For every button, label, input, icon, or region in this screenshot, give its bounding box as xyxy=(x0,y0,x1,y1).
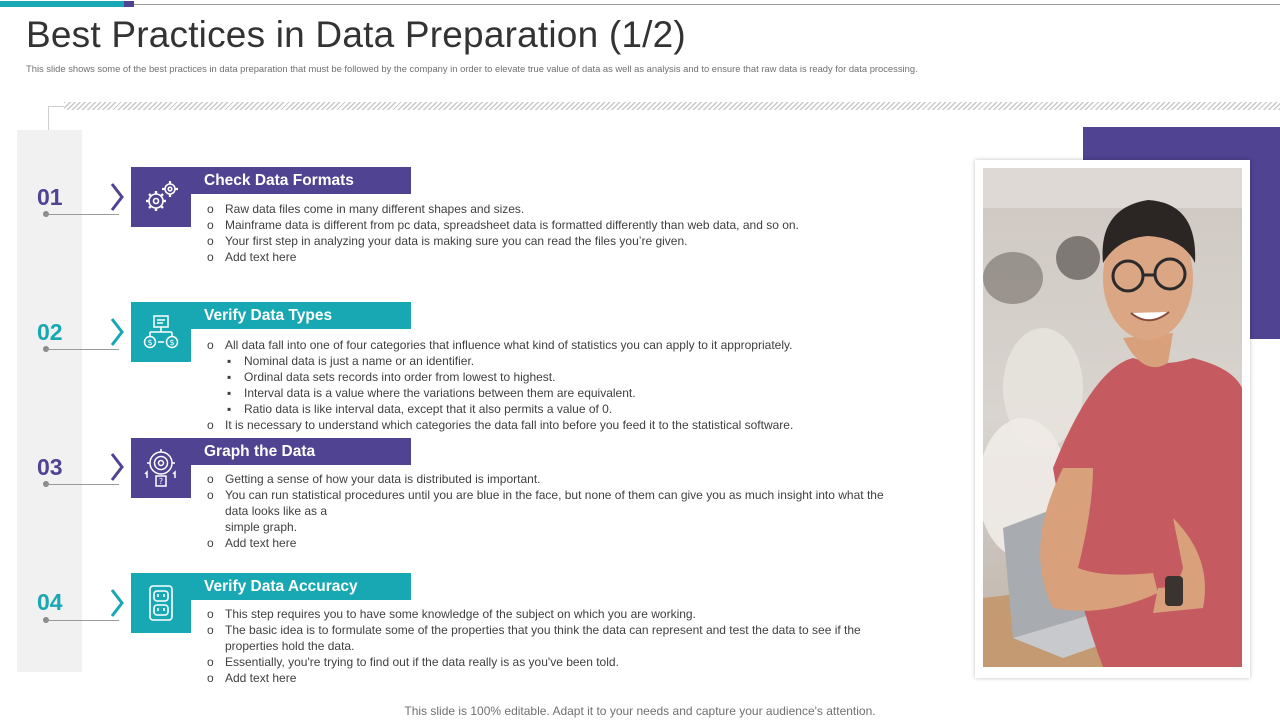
bullet-item: o Add text here xyxy=(207,249,799,265)
chevron-right-icon xyxy=(109,452,125,482)
section-bullets xyxy=(207,337,793,433)
top-rule xyxy=(0,4,1280,5)
section-heading: Verify Data Accuracy xyxy=(191,573,411,600)
bullet-item: o Mainframe data is different from pc data, spreadsheet data is formatted differently than web data, and so on. xyxy=(207,217,799,233)
sub-bullet-item: ▪ Interval data is a value where the variations between them are equivalent. xyxy=(207,385,793,401)
step-number: 02 xyxy=(37,319,63,345)
connector-line xyxy=(48,106,64,107)
step-line xyxy=(46,214,119,215)
bullet-item: o This step requires you to have some knowledge of the subject on which you are working. xyxy=(207,606,861,622)
step-number: 01 xyxy=(37,184,63,210)
person-photo xyxy=(983,168,1242,667)
bullet-item: o Add text here xyxy=(207,670,861,686)
step-line xyxy=(46,620,119,621)
bullet-continuation: simple graph. xyxy=(225,520,298,534)
step-line xyxy=(46,484,119,485)
svg-text:$: $ xyxy=(147,338,153,347)
page-subtitle: This slide shows some of the best practices in data preparation that must be followed by the company in order to elevate true value of data as well as analysis and to ensure that raw data is ready for data processing. xyxy=(26,63,918,74)
chevron-right-icon xyxy=(109,588,125,618)
section-bullets xyxy=(207,606,861,686)
sub-bullet-item: ▪ Ordinal data sets records into order from lowest to highest. xyxy=(207,369,793,385)
graph-target-icon xyxy=(131,438,191,498)
bullet-item: o Essentially, you're trying to find out if the data really is as you've been told. xyxy=(207,654,861,670)
step-number: 04 xyxy=(37,589,63,615)
bullet-continuation: properties hold the data. xyxy=(225,639,355,653)
page-title: Best Practices in Data Preparation (1/2) xyxy=(26,14,686,55)
bullet-item: o Getting a sense of how your data is distributed is important. xyxy=(207,471,884,487)
bullet-item: o Raw data files come in many different shapes and sizes. xyxy=(207,201,799,217)
step-number: 03 xyxy=(37,454,63,480)
bullet-item: o Add text here xyxy=(207,535,884,551)
section-heading: Verify Data Types xyxy=(191,302,411,329)
svg-text:$: $ xyxy=(169,338,175,347)
gears-icon xyxy=(131,167,191,227)
sub-bullet-item: ▪ Ratio data is like interval data, except that it also permits a value of 0. xyxy=(207,401,793,417)
footer-note: This slide is 100% editable. Adapt it to your needs and capture your audience's attention. xyxy=(404,704,876,718)
svg-text:?: ? xyxy=(158,477,164,486)
section-heading: Graph the Data xyxy=(191,438,411,465)
hatched-divider xyxy=(64,102,1280,110)
socket-icon xyxy=(131,573,191,633)
bullet-continuation: data looks like as a xyxy=(225,504,328,518)
top-accent-teal xyxy=(0,1,124,7)
top-accent-purple xyxy=(124,1,134,7)
bullet-item: o Your first step in analyzing your data is making sure you can read the files you’re given. xyxy=(207,233,799,249)
section-bullets xyxy=(207,471,884,551)
section-heading: Check Data Formats xyxy=(191,167,411,194)
bullet-item: o The basic idea is to formulate some of the properties that you think the data can represent and test the data to see if the xyxy=(207,622,861,638)
data-types-icon xyxy=(131,302,191,362)
step-line xyxy=(46,349,119,350)
bullet-item: o It is necessary to understand which categories the data fall into before you feed it to the statistical software. xyxy=(207,417,793,433)
bullet-item: o You can run statistical procedures until you are blue in the face, but none of them can give you as much insight into what the xyxy=(207,487,884,503)
chevron-right-icon xyxy=(109,182,125,212)
chevron-right-icon xyxy=(109,317,125,347)
bullet-item: o All data fall into one of four categories that influence what kind of statistics you can apply to it appropriately. xyxy=(207,337,793,353)
sub-bullet-item: ▪ Nominal data is just a name or an identifier. xyxy=(207,353,793,369)
section-bullets xyxy=(207,201,799,265)
